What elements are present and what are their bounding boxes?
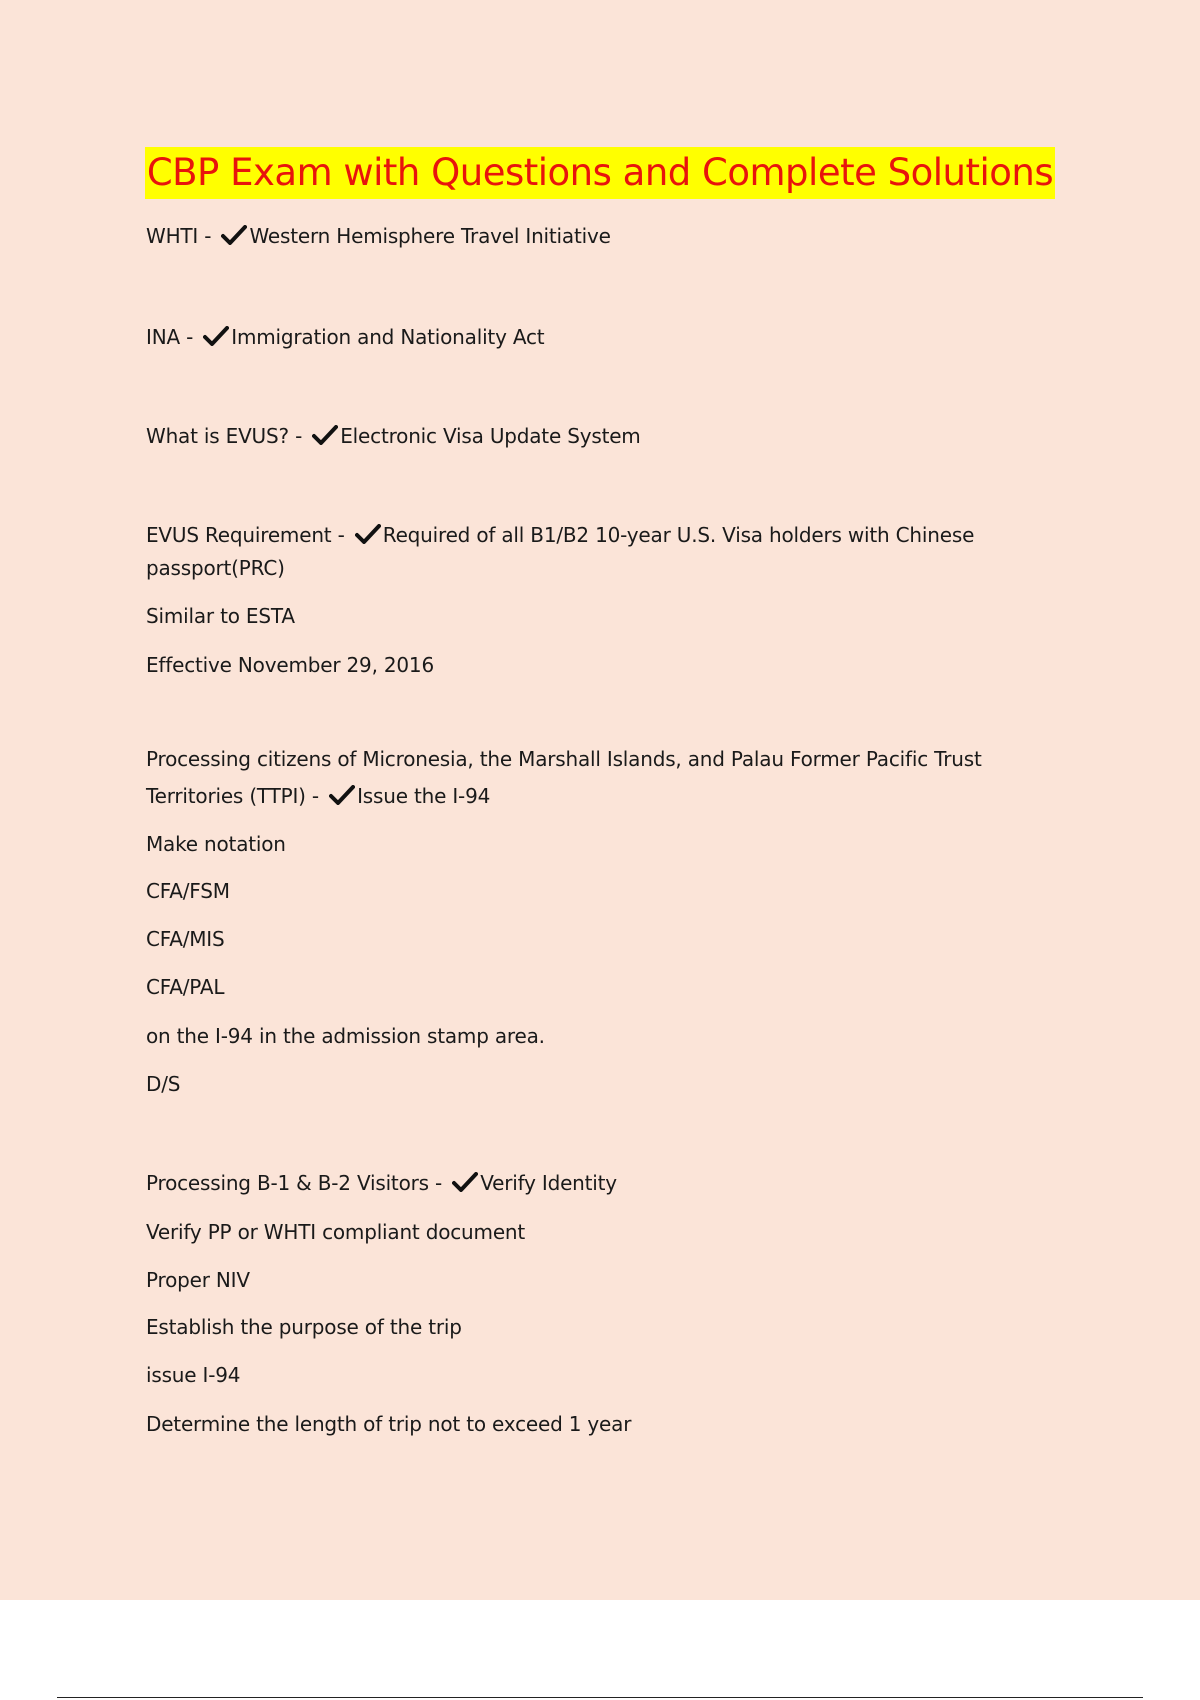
- question-term: Processing B-1 & B-2 Visitors -: [146, 1171, 449, 1195]
- note-line: Determine the length of trip not to exceed 1 year: [146, 1412, 632, 1436]
- qa-entry: [146, 1167, 1046, 1199]
- note-line: Make notation: [146, 832, 286, 856]
- question-term-line: Processing citizens of Micronesia, the Marshall Islands, and Palau Former Pacific Trust: [146, 747, 982, 771]
- check-mark-icon: [203, 326, 229, 346]
- note-line: Verify PP or WHTI compliant document: [146, 1220, 526, 1244]
- question-term: EVUS Requirement -: [146, 523, 351, 547]
- question-term: INA -: [146, 325, 200, 349]
- question-term: What is EVUS? -: [146, 424, 309, 448]
- note-line: Proper NIV: [146, 1268, 250, 1292]
- check-mark-icon: [221, 225, 247, 245]
- note-line: D/S: [146, 1072, 181, 1096]
- check-mark-icon: [329, 785, 355, 805]
- note-line: CFA/PAL: [146, 975, 225, 999]
- answer-text: Electronic Visa Update System: [340, 424, 641, 448]
- check-mark-icon: [355, 524, 381, 544]
- note-line: on the I-94 in the admission stamp area.: [146, 1024, 545, 1048]
- title-container: [0, 147, 1200, 199]
- document-title: CBP Exam with Questions and Complete Solutions: [145, 147, 1055, 199]
- note-line: CFA/FSM: [146, 879, 230, 903]
- note-line: Similar to ESTA: [146, 604, 295, 628]
- question-term: Territories (TTPI) -: [146, 784, 326, 808]
- answer-text: Issue the I-94: [357, 784, 491, 808]
- answer-text: Western Hemisphere Travel Initiative: [249, 224, 611, 248]
- qa-entry: [146, 519, 1046, 551]
- qa-entry: [146, 780, 1046, 812]
- check-mark-icon: [452, 1172, 478, 1192]
- check-mark-icon: [312, 425, 338, 445]
- qa-entry: [146, 321, 1046, 353]
- note-line: issue I-94: [146, 1363, 241, 1387]
- answer-text: Required of all B1/B2 10-year U.S. Visa holders with Chinese: [382, 523, 975, 547]
- answer-text: Verify Identity: [480, 1171, 617, 1195]
- note-line: CFA/MIS: [146, 927, 225, 951]
- question-term: WHTI -: [146, 224, 218, 248]
- note-line: Establish the purpose of the trip: [146, 1315, 462, 1339]
- answer-text: Immigration and Nationality Act: [231, 325, 545, 349]
- answer-continuation: passport(PRC): [146, 556, 285, 580]
- note-line: Effective November 29, 2016: [146, 653, 434, 677]
- qa-entry: [146, 420, 1046, 452]
- footer-divider: [57, 1697, 1143, 1698]
- qa-entry: [146, 220, 1046, 252]
